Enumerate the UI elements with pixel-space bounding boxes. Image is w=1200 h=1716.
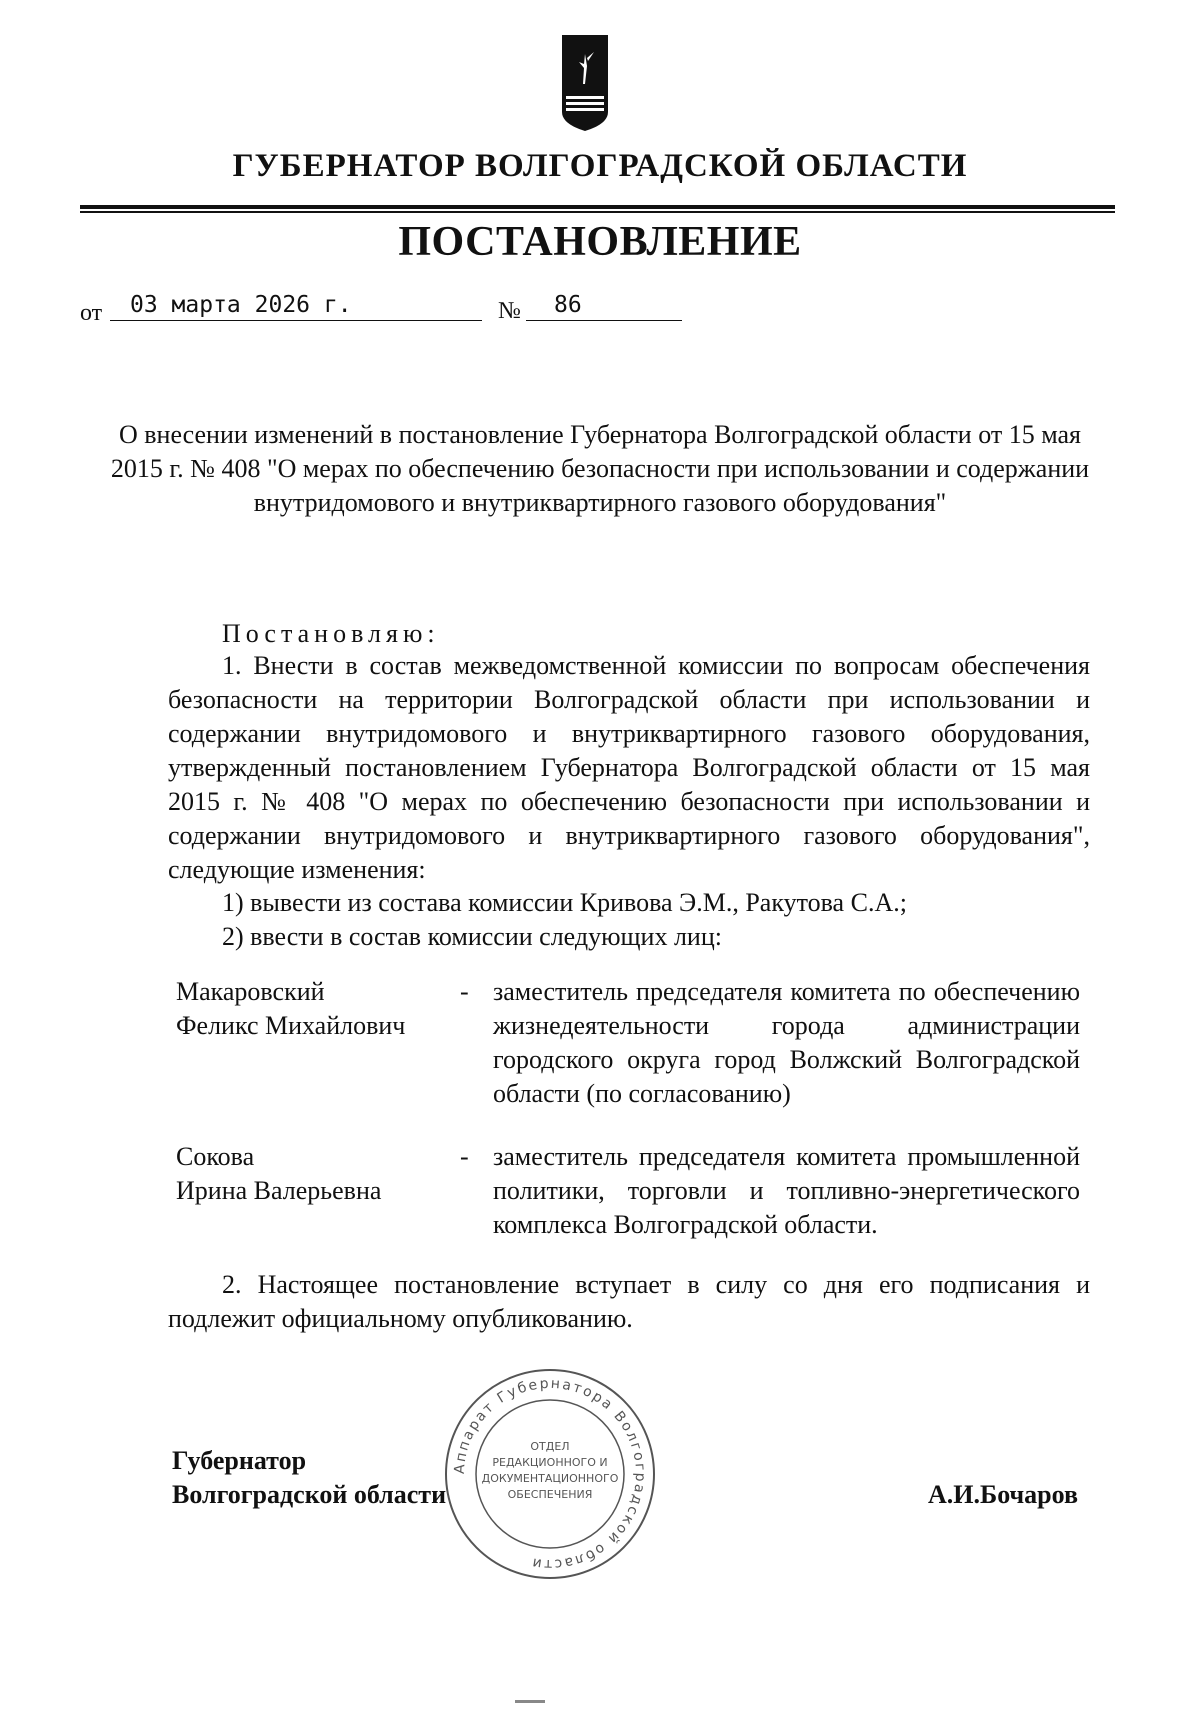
decree-word: Постановляю:: [222, 619, 440, 648]
signatory-position-line1: Губернатор: [172, 1446, 307, 1475]
header-rule: [80, 205, 1115, 209]
scan-mark: [515, 1700, 545, 1703]
member-dash: -: [460, 977, 469, 1006]
signatory-position-line2: Волгоградской области: [172, 1480, 447, 1509]
svg-text:ОБЕСПЕЧЕНИЯ: ОБЕСПЕЧЕНИЯ: [507, 1488, 593, 1501]
member-surname: Сокова: [176, 1142, 255, 1171]
header-rule-thin: [80, 211, 1115, 213]
document-type-title: ПОСТАНОВЛЕНИЕ: [398, 219, 802, 265]
svg-text:РЕДАКЦИОННОГО И: РЕДАКЦИОННОГО И: [492, 1456, 608, 1469]
clause-1: 1. Внести в состав межведомственной комиссии по вопросам обеспечения безопасности на территории Волгоградской области при использовании и содержании внутридомового и внутриквартирного газового оборудования, утвержденный постановлением Губернатора Волгоградской области от 15 мая 2015 г. № 408 "О мерах по обеспечению безопасности при использовании и содержании внутридомового и внутриквартирного газового оборудования", следующие изменения:: [168, 651, 1090, 884]
document-subject: О внесении изменений в постановление Губернатора Волгоградской области от 15 мая 2015 г. № 408 "О мерах по обеспечению безопасности при использовании и содержании внутридомового и внутриквартирного газового оборудования": [110, 420, 1090, 517]
clause-1-subitem-1: 1) вывести из состава комиссии Кривова Э.М., Ракутова С.А.;: [222, 888, 907, 917]
member-given-names: Ирина Валерьевна: [176, 1176, 382, 1205]
member-name: [176, 1140, 456, 1208]
member-given-names: Феликс Михайлович: [176, 1011, 406, 1040]
issuing-authority: ГУБЕРНАТОР ВОЛГОГРАДСКОЙ ОБЛАСТИ: [232, 148, 968, 184]
number-label: №: [498, 298, 521, 324]
document-date: 03 марта 2026 г.: [110, 292, 482, 321]
signatory-position: [172, 1444, 446, 1512]
document-number: 86: [526, 292, 682, 321]
signatory-name: А.И.Бочаров: [928, 1480, 1079, 1509]
member-role: заместитель председателя комитета по обеспечению жизнедеятельности города администрации городского округа город Волжский Волгоградской области (по согласованию): [493, 977, 1080, 1108]
member-name: [176, 975, 456, 1043]
coat-of-arms-icon: [561, 34, 609, 132]
official-stamp: [440, 1364, 660, 1584]
member-role: заместитель председателя комитета промышленной политики, торговли и топливно-энергетического комплекса Волгоградской области.: [493, 1142, 1080, 1239]
member-dash: -: [460, 1142, 469, 1171]
clause-2: 2. Настоящее постановление вступает в силу со дня его подписания и подлежит официальному опубликованию.: [168, 1270, 1090, 1333]
clause-1-subitem-2: 2) ввести в состав комиссии следующих лиц:: [222, 922, 722, 951]
date-label: от: [80, 300, 103, 326]
svg-text:ДОКУМЕНТАЦИОННОГО: ДОКУМЕНТАЦИОННОГО: [481, 1472, 619, 1485]
svg-text:ОТДЕЛ: ОТДЕЛ: [530, 1440, 570, 1453]
member-surname: Макаровский: [176, 977, 325, 1006]
stamp-outer-text: Аппарат Губернатора Волгоградской области: [451, 1375, 649, 1573]
